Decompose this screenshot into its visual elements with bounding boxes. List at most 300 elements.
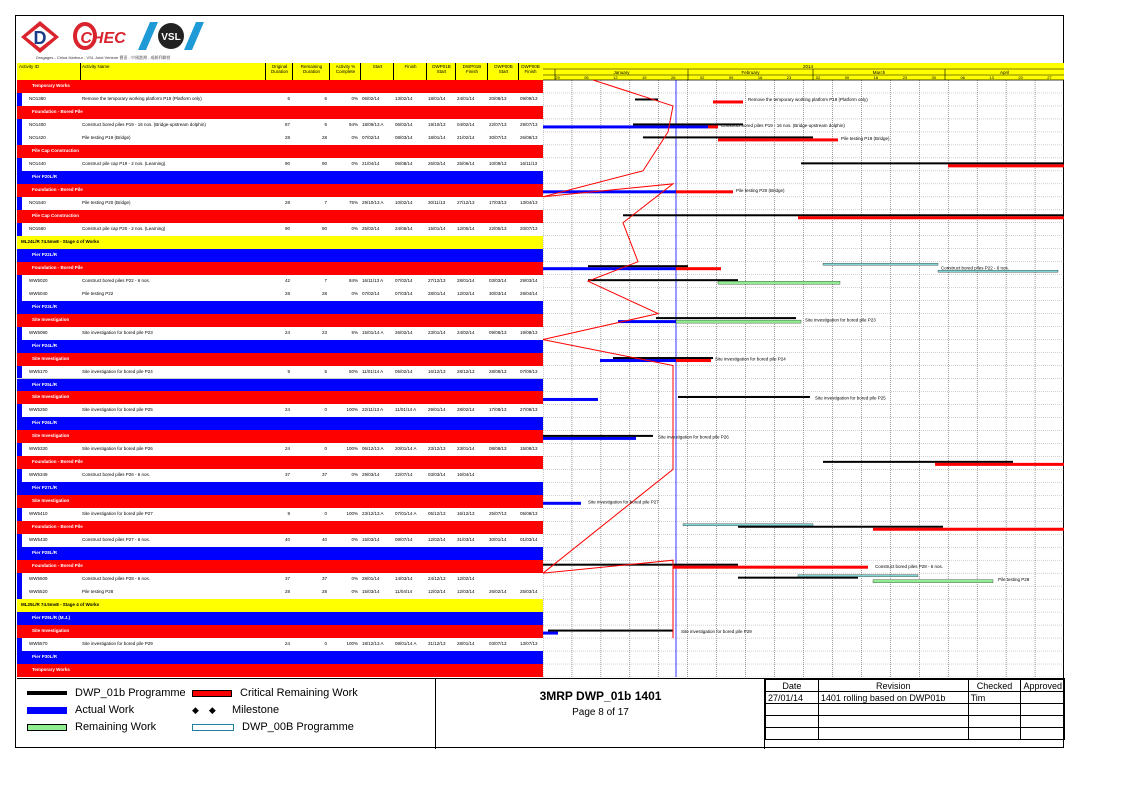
gantt-bar-label: Construct bored piles P28 - 6 nos. [875,564,944,570]
legend-milestone-label: Milestone [232,704,280,716]
cell-rd: 0 [324,446,327,452]
cell-finish: 24/06/14 [395,225,413,231]
cell-name: Construct pile cap P19 - 2 nos. (Learning) [82,160,166,166]
group-band: Pier P24L/R [17,340,543,353]
gantt-bar [543,437,636,440]
cell-rd: 90 [321,160,327,166]
cell-od: 9 [287,368,290,374]
cell-s1: 18/01/14 [428,95,446,101]
cell-od: 6 [287,95,290,101]
cell-finish: 07/02/14 [395,277,413,283]
page-number: Page 8 of 17 [572,707,629,718]
gantt-bar [676,190,733,193]
cell-name: Pile testing P20 (Bridge) [82,199,131,205]
cell-pct: 0% [351,134,358,140]
cell-finish: 11/04/14 [395,589,413,595]
cell-id: WW5250 [29,407,48,413]
cell-pct: 0% [351,225,358,231]
cell-start: 15/03/14 [362,537,380,543]
legend-baseline [27,687,186,699]
cell-f1: 12/02/14 [457,290,475,296]
cell-id: WW5090 [29,329,48,335]
cell-s0: 30/01/14 [489,537,507,543]
day-label: 16 [757,75,763,80]
cell-s0: 10/09/13 [489,160,507,166]
cell-f0: 13/04/13 [520,199,538,205]
cell-name: Pile testing P22 [82,290,114,296]
cell-finish: 13/02/14 [395,95,413,101]
rev-header-date: Date [766,680,819,692]
table-row [17,404,543,418]
day-label: 06 [960,75,965,80]
cell-s1: 12/02/14 [428,537,446,543]
cell-s1: 15/01/14 [428,225,446,231]
cell-rd: 0 [324,641,327,647]
month-label: March [872,70,886,75]
cell-s0: 17/08/13 [489,407,507,413]
cell-od: 9 [287,511,290,517]
cell-s1: 26/02/14 [428,160,446,166]
baseline-swatch [27,691,67,695]
cell-id: WW5410 [29,511,48,517]
cell-pct: 0% [351,589,358,595]
month-label: January [613,70,630,75]
group-band: Pile Cap Construction [17,145,543,158]
cell-id: WW5509 [29,576,48,582]
gantt-bar [678,396,810,398]
cell-f1: 12/03/14 [457,589,475,595]
cell-od: 40 [284,537,290,543]
cell-name: Construct bored piles P26 - 6 nos. [82,472,151,478]
gantt-bar [935,463,1064,466]
cell-finish: 06/08/14 [395,160,413,166]
table-row [17,366,543,380]
cell-start: 18/09/13 A [362,121,384,127]
cell-pct: 94% [348,121,358,127]
cell-f0: 13/07/13 [520,641,538,647]
cell-finish: 10/02/14 [395,199,413,205]
gantt-bar-label: Site investigation for bored pile P25 [815,395,886,401]
day-label: 29 [555,75,560,80]
column-header-cell: DWP01B Start [432,64,451,74]
cell-pct: 0% [351,472,358,478]
legend-actual [27,704,134,716]
cell-rd: 37 [321,472,327,478]
legend-dwp00b-label: DWP_00B Programme [242,721,354,733]
group-band: Pier P29L/R (M.J.) [17,612,543,625]
cell-name: Site investigation for bored pile P24 [82,368,153,374]
cell-name: Site investigation for bored pile P26 [82,446,153,452]
cell-od: 24 [284,446,290,452]
rev-header-approved: Approved [1021,680,1065,692]
gantt-canvas [543,63,1064,677]
day-label: 27 [1047,75,1052,80]
cell-rd: 0 [324,407,327,413]
rev-header-revision: Revision [818,680,968,692]
cell-rd: 37 [321,576,327,582]
table-row [17,638,543,652]
gantt-bar [948,164,1064,167]
column-header-cell: Activity ID [19,64,40,69]
cell-s0: 20/08/13 [489,95,507,101]
day-label: 12 [613,75,618,80]
cell-pct: 100% [346,511,358,517]
cell-f0: 09/09/13 [520,95,538,101]
cell-id: WW5330 [29,446,48,452]
gantt-bar-label: Site investigation for bored pile P26 [658,434,729,440]
gantt-bar [683,524,813,526]
legend-actual-label: Actual Work [75,704,135,716]
gantt-bar [873,528,1064,531]
cell-name: Construct pile cap P20 - 2 nos. (Learning) [82,225,166,231]
gantt-bar-label: Site investigation for bored pile P27 [588,499,659,505]
column-header [17,63,543,81]
cell-start: 06/02/14 [362,95,380,101]
cell-s1: 16/12/13 [428,368,446,374]
group-band: Pier P25L/R [17,379,543,392]
cell-pct: 100% [346,641,358,647]
gantt-bar [588,265,688,267]
gantt-bar [738,577,858,579]
year-label: 2014 [802,64,814,69]
remaining-swatch [27,724,67,731]
rev-checked: Tim [968,692,1021,704]
cell-s1: 24/12/13 [428,576,446,582]
gantt-bar-label: Pile testing P20 (Bridge) [736,187,785,193]
cell-f1: 04/02/14 [457,121,475,127]
group-band: Site Investigation [17,391,543,404]
cell-start: 29/10/13 A [362,199,384,205]
day-label: 20 [1018,75,1023,80]
cell-start: 15/03/14 [362,589,380,595]
day-label: 23 [902,75,908,80]
cell-start: 25/02/14 [362,225,380,231]
cell-id: WW5020 [29,277,48,283]
column-header-cell: Remaining Duration [300,64,323,74]
cell-pct: 84% [348,277,358,283]
cell-od: 37 [284,576,290,582]
cell-f1: 16/12/13 [457,511,475,517]
gantt-bar [543,632,558,635]
group-band: Foundation - Bored Pile [17,456,543,469]
group-band: Pier P23L/R [17,301,543,314]
cell-f0: 29/03/14 [520,277,538,283]
gantt-bar [713,100,743,103]
day-label: 02 [815,75,821,80]
day-label: 19 [642,75,647,80]
day-label: 09 [844,75,850,80]
group-band: Pier P22L/R [17,249,543,262]
gantt-bar [873,580,993,583]
table-row [17,508,543,522]
gantt-bar-label: Construct bored piles P22 - 6 nos. [941,265,1010,271]
cell-id: NO1420 [29,134,46,140]
cell-s0: 30/03/14 [489,290,507,296]
cell-f1: 12/02/14 [457,576,475,582]
table-row [17,534,543,548]
cell-id: WW5520 [29,589,48,595]
column-header-cell: Activity Name [82,64,110,69]
day-label: 02 [699,75,705,80]
cell-name: Site investigation for bored pile P23 [82,329,153,335]
group-band: Pile Cap Construction [17,210,543,223]
cell-name: Site investigation for bored pile P25 [82,407,153,413]
cell-s1: 31/12/13 [428,641,446,647]
cell-start: 23/12/13 A [362,511,384,517]
cell-s0: 26/02/14 [489,589,507,595]
cell-f0: 25/03/14 [520,589,538,595]
cell-start: 16/11/13 A [362,277,384,283]
cell-name: Construct bored piles P27 - 6 nos. [82,537,151,543]
cell-s1: 30/11/13 [428,199,446,205]
cell-f1: 28/12/13 [457,368,475,374]
cell-pct: 75% [348,199,358,205]
group-band: Foundation - Bored Pile [17,521,543,534]
legend-milestone [192,704,279,716]
actual-swatch [27,707,67,714]
cell-s0: 30/07/13 [489,134,507,140]
day-label: 09 [728,75,734,80]
gantt-bar-label: Site investigation for bored pile P24 [715,356,786,362]
cell-name: Site investigation for bored pile P27 [82,511,153,517]
cell-f1: 31/03/14 [457,537,475,543]
cell-pct: 0% [351,95,358,101]
cell-rd: 90 [321,225,327,231]
group-band: Pier P20L/R [17,171,543,184]
gantt-bar [588,279,738,281]
column-header-cell: DWP00B Start [494,64,513,74]
cell-finish: 08/07/14 [395,537,413,543]
activity-table [17,80,543,677]
column-header-cell: DWP01B Finish [462,64,482,74]
schedule-frame [15,15,1064,748]
table-row [17,443,543,457]
cell-od: 24 [284,407,290,413]
cell-start: 28/01/14 [362,576,380,582]
group-band: Pier P27L/R [17,482,543,495]
cell-pct: 0% [351,576,358,582]
month-label: April [999,70,1010,75]
cell-rd: 28 [321,290,327,296]
group-band: Pier P30L/R [17,651,543,664]
cell-s1: 12/02/14 [428,589,446,595]
legend-remaining-label: Remaining Work [75,721,157,733]
gantt-bar [823,263,938,265]
cell-od: 24 [284,329,290,335]
cell-f0: 19/08/13 [520,329,538,335]
gantt-bar [656,317,796,319]
cell-start: 11/01/14 A [362,368,384,374]
cell-start: 21/04/14 [362,160,380,166]
cell-start: 15/01/14 A [362,329,384,335]
cell-rd: 5 [324,368,327,374]
cell-f0: 27/08/13 [520,407,538,413]
legend-dwp00b [192,721,354,733]
cell-od: 90 [284,225,290,231]
table-row [17,132,543,146]
legend-critical-label: Critical Remaining Work [240,687,358,699]
gantt-bar [543,435,653,437]
legend-baseline-label: DWP_01b Programme [75,687,186,699]
cell-f0: 28/04/14 [520,290,538,296]
cell-finish: 07/01/14 A [395,511,417,517]
table-row [17,197,543,211]
gantt-bar-label: Remove the temporary working platform P19 (Platform only) [748,96,868,102]
cell-id: NO1360 [29,95,46,101]
cell-od: 90 [284,160,290,166]
cell-od: 24 [284,641,290,647]
gantt-bar [676,359,711,362]
cell-s1: 29/01/14 [428,407,446,413]
cell-id: NO1440 [29,160,46,166]
group-band: Pier P28L/R [17,547,543,560]
cell-od: 28 [284,199,290,205]
gantt-bar [623,214,1064,216]
gantt-bar-label: Pile testing P19 (Bridge) [841,135,890,141]
column-header-cell: Finish [404,64,417,69]
cell-od: 87 [284,121,290,127]
table-row [17,93,543,107]
cell-name: Pile testing P28 [82,589,114,595]
table-row [17,573,543,587]
cell-od: 28 [284,290,290,296]
svg-text:VSL: VSL [161,32,181,43]
rev-approved [1021,692,1065,704]
revision-table [764,678,1065,749]
title-block [435,678,765,749]
cell-f1: 21/02/14 [457,134,475,140]
table-row [17,119,543,133]
group-band: Foundation - Bored Pile [17,184,543,197]
group-band: Foundation - Bored Pile [17,262,543,275]
rev-header-checked: Checked [968,680,1021,692]
group-band: ML24L/R 74.5m±8 - Stage 4 of Works [17,236,543,249]
column-header-cell: Start [372,64,383,69]
revision-row [766,692,1065,704]
cell-f0: 29/07/13 [520,121,538,127]
cell-s0: 22/05/13 [489,225,507,231]
gantt-bar [643,136,813,138]
legend [17,678,435,749]
dwp00b-swatch [192,724,234,731]
cell-name: Construct bored piles P22 - 6 nos. [82,277,151,283]
gantt-bar [676,267,721,270]
gantt-chart [543,63,1064,677]
cell-start: 22/11/13 A [362,407,384,413]
legend-remaining [27,721,156,733]
cell-f1: 24/02/14 [457,329,475,335]
day-label: 23 [786,75,792,80]
table-row [17,469,543,483]
cell-f1: 23/01/14 [457,446,475,452]
cell-od: 28 [284,134,290,140]
gantt-bar [798,216,1064,219]
cell-name: Construct bored piles P19 - 16 nos. (Bridge-upstream dolphin) [82,121,206,127]
cell-finish: 06/02/14 [395,121,413,127]
cell-s1: 18/01/14 [428,134,446,140]
cell-id: NO1540 [29,199,46,205]
cell-rd: 7 [324,277,327,283]
cell-name: Construct bored piles P28 - 6 nos. [82,576,151,582]
gantt-bar [543,564,738,566]
cell-rd: 7 [324,199,327,205]
gantt-bar-label: Site investigation for bored pile P23 [805,317,876,323]
cell-od: 42 [284,277,290,283]
cell-od: 28 [284,589,290,595]
gantt-bar [676,320,801,323]
cell-s0: 22/07/13 [489,121,507,127]
cell-s1: 23/01/14 [428,329,446,335]
gantt-bar [738,526,943,528]
cell-f1: 28/01/14 [457,641,475,647]
rev-date: 27/01/14 [766,692,819,704]
group-band: Foundation - Bored Pile [17,106,543,119]
column-header-cell: Original Duration [270,64,288,74]
gantt-bar [708,125,718,128]
cell-finish: 22/07/14 [395,472,413,478]
cell-id: WW5040 [29,290,48,296]
cell-finish: 26/02/14 [395,329,413,335]
cell-f1: 12/05/14 [457,225,475,231]
svg-text:D: D [33,28,47,48]
gantt-bar [613,357,713,359]
cell-f1: 16/04/14 [457,472,475,478]
cell-finish: 08/03/14 [395,134,413,140]
cell-s1: 05/12/13 [428,511,446,517]
gantt-bar [718,138,838,141]
cell-finish: 07/03/14 [395,290,413,296]
svg-text:CHEC: CHEC [80,30,126,47]
cell-id: NO1560 [29,225,46,231]
table-row [17,275,543,289]
cell-pct: 50% [348,368,358,374]
gantt-bar [798,575,918,577]
group-band: Temporary Works [17,664,543,677]
gantt-bar [548,630,673,632]
cell-rd: 28 [321,589,327,595]
gantt-bar [823,461,1013,463]
gantt-bar-label: Pile testing P28 [998,577,1030,583]
cell-pct: 100% [346,446,358,452]
group-band: ML25L/R 74.5m±8 - Stage 4 of Works [17,599,543,612]
cell-start: 29/03/14 [362,472,380,478]
cell-f1: 24/01/14 [457,95,475,101]
cell-f1: 28/01/14 [457,277,475,283]
day-label: 05 [584,75,589,80]
cell-rd: 28 [321,134,327,140]
critical-swatch [192,690,232,697]
gantt-bar [543,125,708,128]
day-label: 26 [671,75,676,80]
cell-s1: 28/01/14 [428,290,446,296]
logo-caption: Dragages - China Harbour - VSL Joint Venture 寶嘉 - 中國港灣 - 威勝利聯營 [36,55,171,60]
milestone-diamond-icon: ◆ ◆ [192,704,216,715]
cell-start: 07/02/14 [362,290,380,296]
cell-s1: 27/12/13 [428,277,446,283]
column-header-cell: DWP00B Finish [521,64,540,74]
cell-s0: 03/07/13 [489,641,507,647]
table-row [17,158,543,172]
cell-f0: 01/03/14 [520,537,538,543]
cell-rd: 23 [321,329,327,335]
cell-s0: 17/03/13 [489,199,507,205]
rev-text: 1401 rolling based on DWP01b [818,692,968,704]
cell-rd: 0 [324,511,327,517]
group-band: Site Investigation [17,353,543,366]
cell-rd: 40 [321,537,327,543]
gantt-bar [801,162,1064,164]
group-band: Site Investigation [17,495,543,508]
